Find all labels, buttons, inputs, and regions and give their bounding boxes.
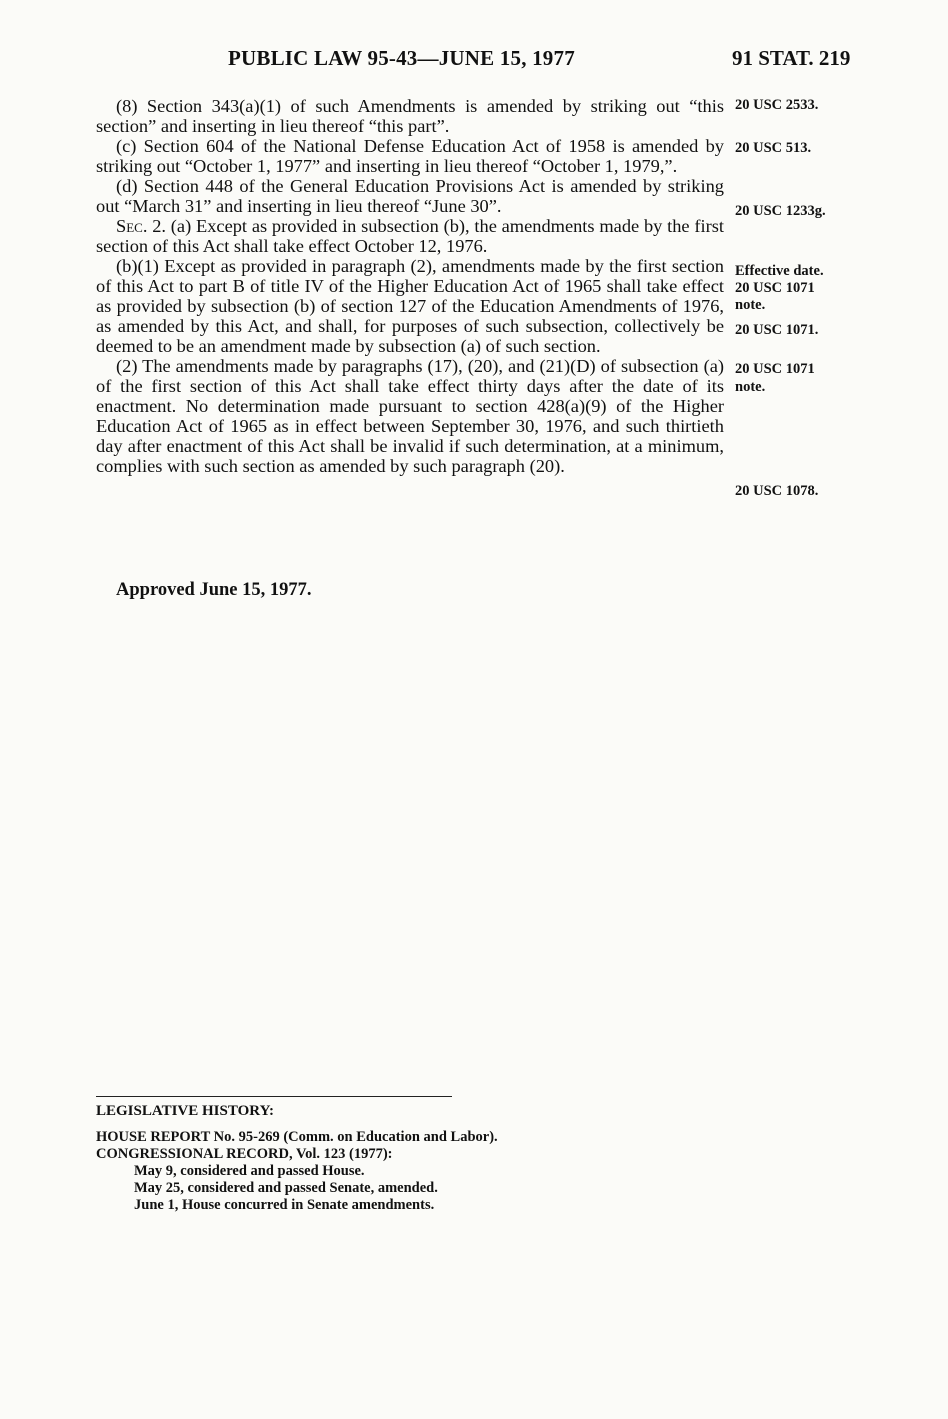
page-header — [0, 46, 948, 74]
paragraph-c: (c) Section 604 of the National Defense Education Act of 1958 is amended by striking out “October 1, 1977” and inserting in lieu thereof “October 1, 1979,”. — [96, 136, 724, 176]
margin-note: 20 USC 513. — [735, 140, 812, 156]
history-divider — [96, 1096, 452, 1097]
margin-note: 20 USC 1078. — [735, 483, 819, 499]
margin-note: 20 USC 1071. — [735, 322, 819, 338]
margin-note: note. — [735, 297, 766, 313]
approval-line: Approved June 15, 1977. — [116, 580, 312, 600]
margin-note: note. — [735, 379, 766, 395]
section-2b2: (2) The amendments made by paragraphs (17), (20), and (21)(D) of subsection (a) of the first section of this Act shall take effect thirty days after the date of its enactment. No determination made pursuant to section 428(a)(9) of the Higher Education Act of 1965 as in effect between September 30, 1976, and such thirtieth day after enactment of this Act shall be invalid if such determination, at a minimum, complies with such section as amended by such paragraph (20). — [96, 356, 724, 476]
legislative-history — [96, 1103, 796, 1214]
margin-note: 20 USC 1233g. — [735, 203, 826, 219]
statute-page-number: 91 STAT. 219 — [732, 46, 851, 70]
page-title: PUBLIC LAW 95-43—JUNE 15, 1977 — [228, 46, 575, 70]
section-2b1: (b)(1) Except as provided in paragraph (2), amendments made by the first section of this Act to part B of title IV of the Higher Education Act of 1965 shall take effect as provided by subsection (b) of section 127 of the Education Amendments of 1976, as amended by this Act, and shall, for purposes of such subsection, collectively be deemed to be an amendment made by subsection (a) of such section. — [96, 256, 724, 356]
section-label: Sec. 2. — [116, 216, 167, 236]
margin-note: 20 USC 1071 — [735, 280, 815, 296]
margin-note: 20 USC 2533. — [735, 97, 819, 113]
margin-note: 20 USC 1071 — [735, 361, 815, 377]
history-title: LEGISLATIVE HISTORY: — [96, 1103, 275, 1119]
history-entry: May 9, considered and passed House. — [134, 1163, 365, 1179]
congressional-record: CONGRESSIONAL RECORD, Vol. 123 (1977): — [96, 1146, 393, 1162]
section-2a-text: (a) Except as provided in subsection (b), the amendments made by the first section of this Act shall take effect October 12, 1976. — [96, 216, 724, 256]
history-entry: May 25, considered and passed Senate, amended. — [134, 1180, 438, 1196]
paragraph-d: (d) Section 448 of the General Education Provisions Act is amended by striking out “March 31” and inserting in lieu thereof “June 30”. — [96, 176, 724, 216]
section-2a — [96, 216, 724, 256]
law-body — [96, 96, 724, 476]
house-report: HOUSE REPORT No. 95-269 (Comm. on Education and Labor). — [96, 1129, 498, 1145]
paragraph-8: (8) Section 343(a)(1) of such Amendments is amended by striking out “this section” and inserting in lieu thereof “this part”. — [96, 96, 724, 136]
margin-note: Effective date. — [735, 263, 824, 279]
history-entry: June 1, House concurred in Senate amendments. — [134, 1197, 435, 1213]
